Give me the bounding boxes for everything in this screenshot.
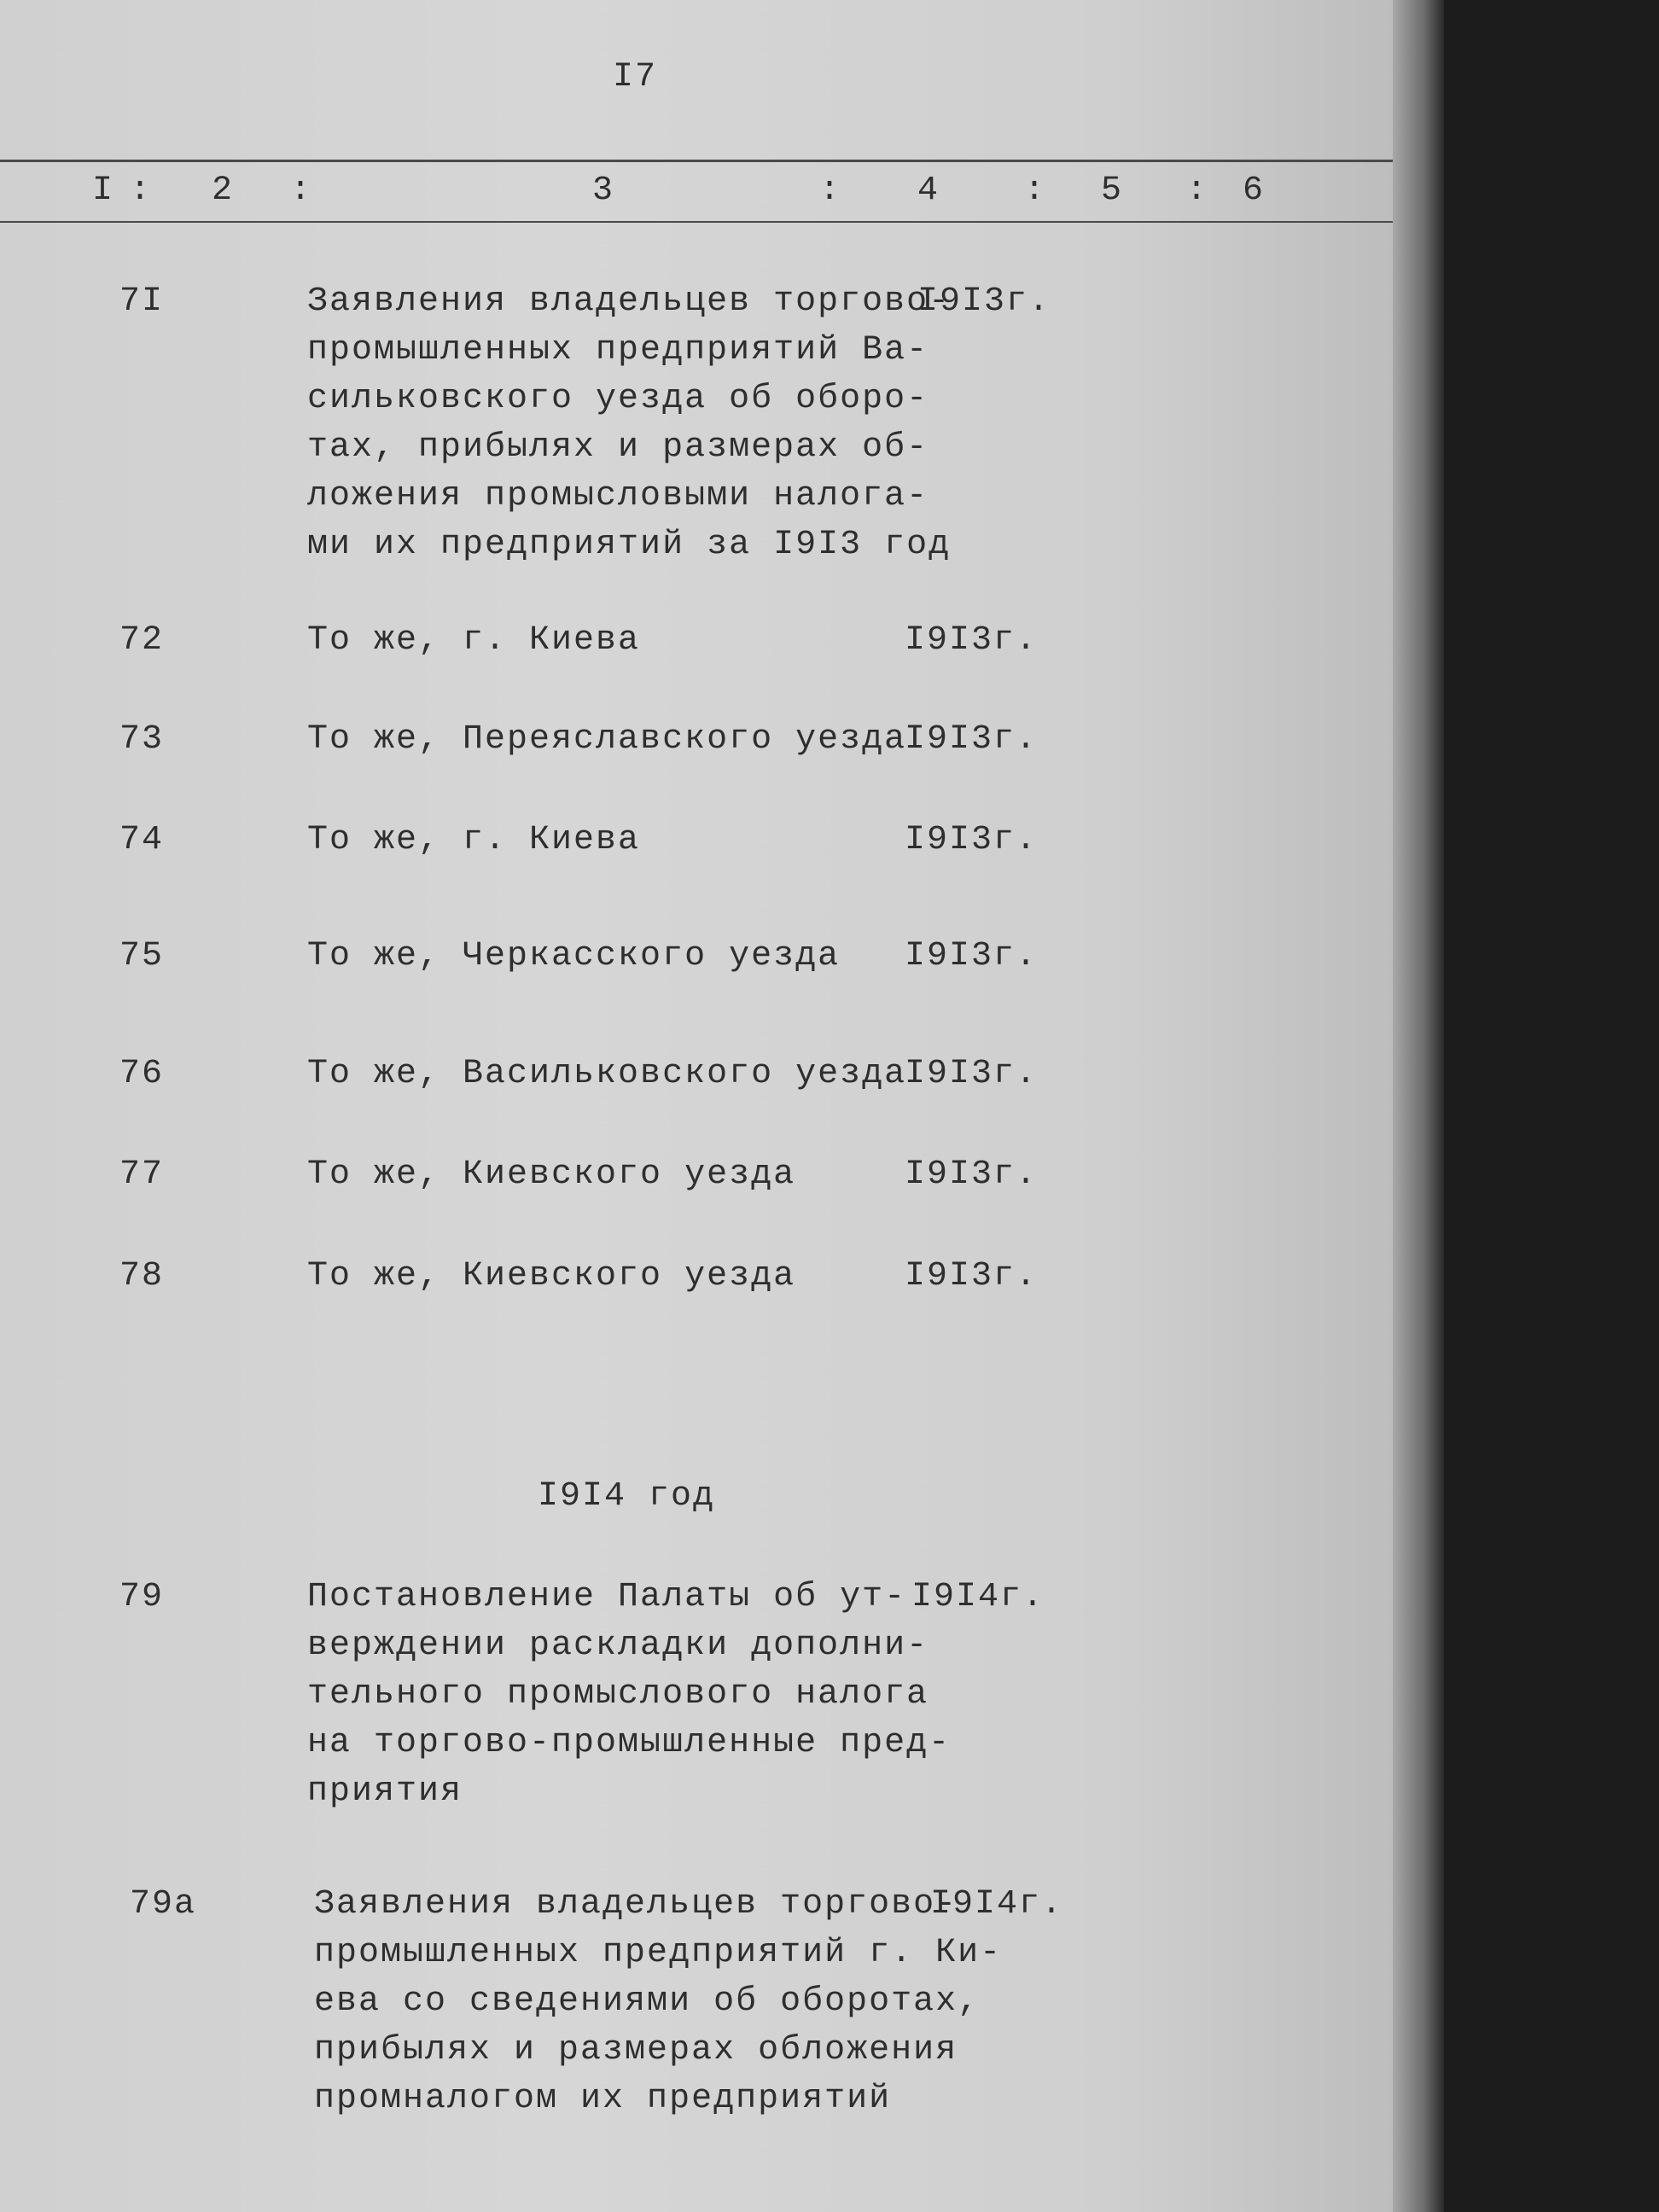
- entry-number: 74: [119, 821, 165, 859]
- entry-title-line: верждении раскладки дополни-: [307, 1627, 929, 1665]
- entry-title-line: ложения промысловыми налога-: [307, 477, 929, 515]
- entry-title-line: на торгово-промышленные пред-: [307, 1724, 952, 1762]
- entry-title-line: тельного промыслового налога: [307, 1675, 929, 1714]
- entry-date: I9I3г.: [905, 1257, 1039, 1295]
- header-bottom-rule: [0, 221, 1393, 223]
- entry-number: 76: [119, 1055, 165, 1093]
- entry-title-line: То же, Переяславского уезда: [307, 720, 907, 759]
- entry-title-line: Заявления владельцев торгово-: [314, 1885, 958, 1924]
- column-header-separator: :: [1186, 172, 1209, 210]
- column-header-mark: 6: [1243, 172, 1266, 210]
- entry-title-line: ева со сведениями об оборотах,: [314, 1982, 981, 2021]
- entry-number: 7I: [119, 282, 165, 321]
- entry-title-line: То же, г. Киева: [307, 821, 641, 859]
- column-header-mark: 4: [917, 172, 940, 210]
- section-heading: I9I4 год: [538, 1477, 716, 1516]
- entry-title-line: промышленных предприятий г. Ки-: [314, 1934, 1003, 1972]
- column-header-mark: 3: [592, 172, 615, 210]
- entry-title-line: промналогом их предприятий: [314, 2080, 892, 2118]
- entry-number: 79а: [130, 1885, 197, 1924]
- entry-title-line: То же, Черкасского уезда: [307, 937, 841, 975]
- entry-title-line: тах, прибылях и размерах об-: [307, 428, 929, 467]
- entry-title-line: То же, Киевского уезда: [307, 1257, 796, 1295]
- column-header-mark: 5: [1101, 172, 1124, 210]
- column-header-mark: I: [92, 172, 115, 210]
- column-header-separator: :: [130, 172, 153, 210]
- entry-title-line: Заявления владельцев торгово-: [307, 282, 952, 321]
- entry-title-line: То же, Киевского уезда: [307, 1155, 796, 1194]
- entry-date: I9I3г.: [917, 282, 1051, 321]
- entry-title-line: То же, г. Киева: [307, 621, 641, 660]
- entry-number: 77: [119, 1155, 165, 1194]
- entry-date: I9I3г.: [905, 1155, 1039, 1194]
- entry-number: 75: [119, 937, 165, 975]
- paper-edge-shadow: [1393, 0, 1444, 2212]
- column-header-separator: :: [819, 172, 842, 210]
- entry-title-line: прибылях и размерах обложения: [314, 2031, 958, 2069]
- entry-title-line: приятия: [307, 1773, 463, 1811]
- entry-date: I9I3г.: [905, 621, 1039, 660]
- header-top-rule: [0, 160, 1393, 162]
- entry-date: I9I4г.: [911, 1578, 1045, 1616]
- entry-title-line: Постановление Палаты об ут-: [307, 1578, 907, 1616]
- entry-title-line: промышленных предприятий Ва-: [307, 331, 929, 370]
- entry-title-line: ми их предприятий за I9I3 год: [307, 526, 952, 564]
- entry-title-line: сильковского уезда об оборо-: [307, 380, 929, 418]
- entry-date: I9I3г.: [905, 937, 1039, 975]
- entry-number: 72: [119, 621, 165, 660]
- entry-title-line: То же, Васильковского уезда: [307, 1055, 907, 1093]
- entry-date: I9I3г.: [905, 720, 1039, 759]
- entry-number: 73: [119, 720, 165, 759]
- entry-number: 78: [119, 1257, 165, 1295]
- entry-date: I9I3г.: [905, 821, 1039, 859]
- column-header-separator: :: [1024, 172, 1047, 210]
- entry-date: I9I3г.: [905, 1055, 1039, 1093]
- entry-date: I9I4г.: [930, 1885, 1064, 1924]
- column-header-separator: :: [290, 172, 313, 210]
- entry-number: 79: [119, 1578, 165, 1616]
- column-header-mark: 2: [212, 172, 235, 210]
- page-number: I7: [613, 58, 658, 96]
